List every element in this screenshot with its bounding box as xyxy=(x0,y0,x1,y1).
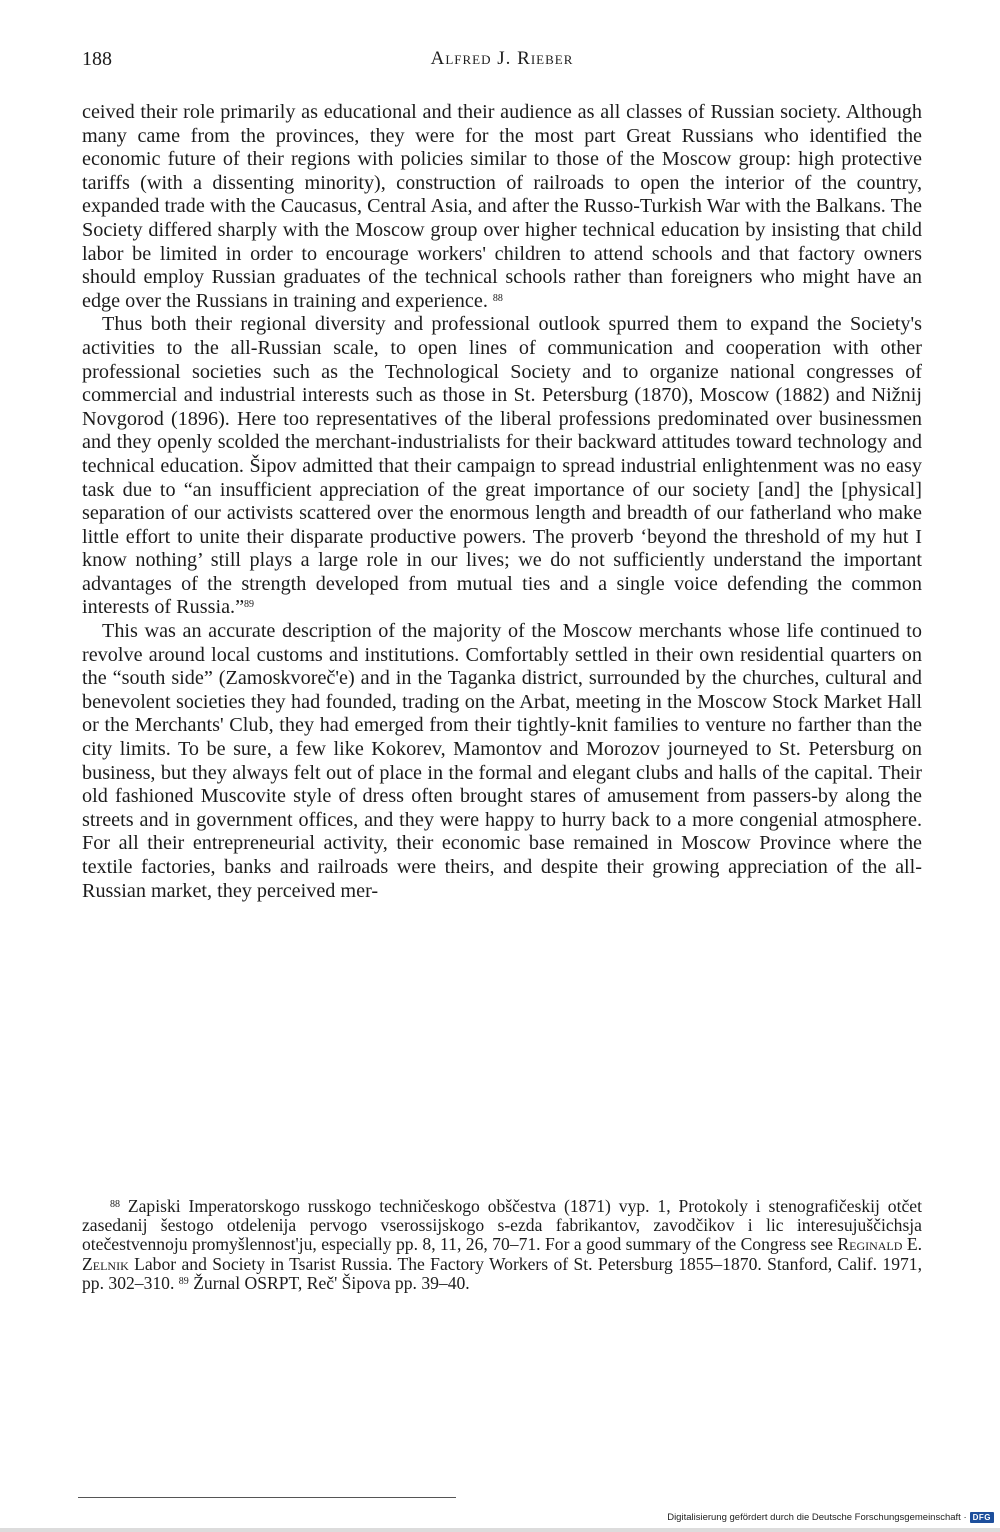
page-edge xyxy=(0,1528,1000,1532)
page-number: 188 xyxy=(82,48,112,70)
funding-note xyxy=(667,1512,994,1523)
paragraph-text: Thus both their regional diversity and professional outlook spurred them to expand the Society's activities to the all-Russian scale, to open lines of communication and cooperation with other professional societies such as the Technological Society and to organize national congresses of commercial and industrial interests such as those in St. Petersburg (1870), Moscow (1882) and Nižnij Novgorod (1896). Here too representatives of the liberal professions predominated over businessmen and they openly scolded the merchant-industrialists for their backward attitudes toward technology and technical education. Šipov admitted that their campaign to spread industrial enlightenment was no easy task due to “an insufficient appreciation of the great importance of our society [and] the [physical] separation of our activists scattered over the enormous length and breadth of our fatherland who make little effort to unite their disparate productive powers. The proverb ‘beyond the threshold of my hut I know nothing’ still plays a large role in our lives; we do not sufficiently understand the important advantages of the strength developed from mutual ties and a single voice defending the common interests of Russia.” xyxy=(82,313,922,619)
paragraph xyxy=(82,313,922,620)
paragraph xyxy=(82,620,922,903)
footnote-reference: 89 xyxy=(244,599,255,611)
body-text xyxy=(82,101,922,903)
cited-author: Reginald E. Zelnik xyxy=(82,1234,922,1274)
footnote-marker: 88 xyxy=(110,1199,120,1210)
running-head xyxy=(82,48,922,78)
footnote-reference: 88 xyxy=(492,292,503,304)
paragraph xyxy=(82,101,922,313)
paragraph-text: ceived their role primarily as educational and their audience as all classes of Russian society. Although many came from the provinces, they were for the most part Great Russians who identified the economic future of their regions with policies similar to those of the Moscow group: high protective tariffs (with a dissenting minority), construction of railroads to open the interior of the country, expanded trade with the Caucasus, Central Asia, and after the Russo-Turkish War with the Balkans. The Society differed sharply with the Moscow group over higher technical education by insisting that child labor be limited in order to encourage workers' children to attend schools and that factory owners should employ Russian graduates of the technical schools rather than foreigners who might have an edge over the Russians in training and experience. xyxy=(82,101,922,312)
paragraph-text: This was an accurate description of the majority of the Moscow merchants whose life continued to revolve around local customs and institutions. Comfortably settled in their own residential quarters on the “south side” (Zamoskvoreč'e) and in the Taganka district, surrounded by the churches, cultural and benevolent societies they had founded, trading on the Arbat, meeting in the Moscow Stock Market Hall or the Merchants' Club, they had emerged from their tightly-knit families to venture no farther than the city limits. To be sure, a few like Kokorev, Mamontov and Morozov journeyed to St. Petersburg on business, but they always felt out of place in the formal and elegant clubs and halls of the capital. Their old fashioned Muscovite style of dress often brought stares of amusement from passers-by along the streets and in government offices, and they were happy to hurry back to a more congenial atmosphere. For all their entrepreneurial activity, their economic base remained in Moscow Province where the textile factories, banks and railroads were theirs, and despite their growing appreciation of the all-Russian market, they perceived mer- xyxy=(82,620,922,902)
running-title: Alfred J. Rieber xyxy=(430,48,574,69)
funding-text: Digitalisierung gefördert durch die Deutsche Forschungsgemeinschaft · xyxy=(667,1512,967,1523)
footnote xyxy=(82,1197,922,1293)
footnote-text: Labor and Society in Tsarist Russia. The Factory Workers of St. Petersburg 1855–1870. Stanford, Calif. 1971, pp. 302–310. xyxy=(82,1253,922,1293)
footnotes xyxy=(82,1197,922,1293)
footnote-text: Zapiski Imperatorskogo russkogo techničeskogo obščestva (1871) vyp. 1, Protokoly i stenografičeskij otčet zasedanij šestogo otdelenija pervogo vserossijskogo s-ezda fabrikantov, zavodčikov i lic interesujuščichsja otečestvennoju promyšlennost'ju, especially pp. 8, 11, 26, 70–71. For a good summary of the Congress see xyxy=(82,1196,922,1255)
footnote-marker: 89 xyxy=(178,1275,189,1287)
bottom-rule xyxy=(78,1497,456,1498)
dfg-logo: DFG xyxy=(970,1512,994,1523)
footnote-text: Žurnal OSRPT, Reč' Šipova pp. 39–40. xyxy=(193,1272,470,1293)
